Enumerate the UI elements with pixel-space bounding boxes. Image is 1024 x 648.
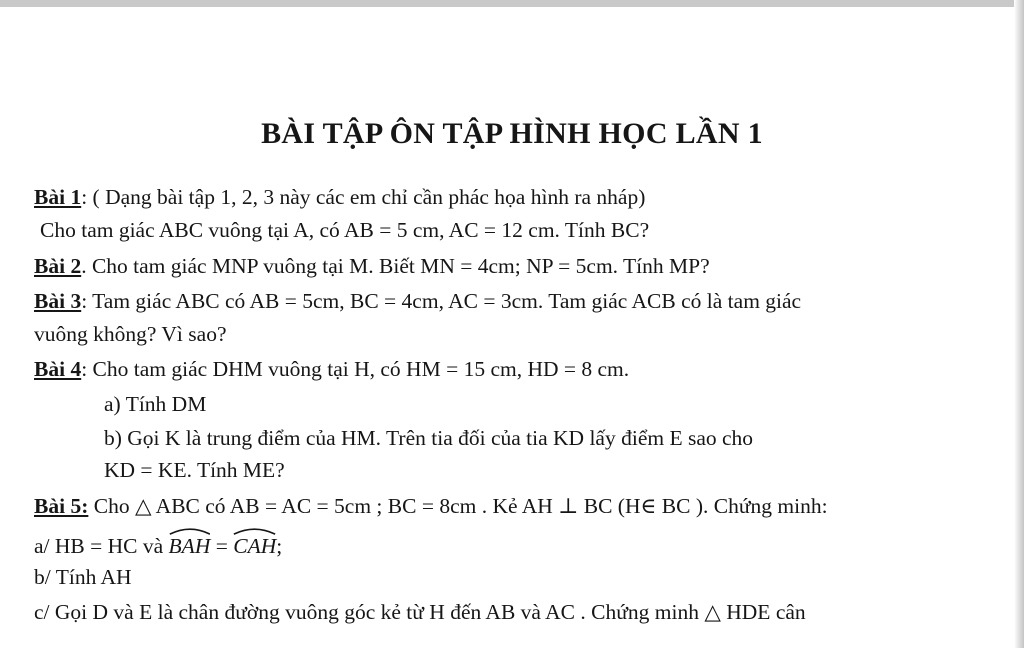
bai4-part-b: b) Gọi K là trung điểm của HM. Trên tia đối của tia KD lấy điểm E sao cho xyxy=(104,426,754,450)
angle-bah-label: BAH xyxy=(168,534,211,558)
angle-hat-icon xyxy=(233,526,276,535)
angle-eq: = xyxy=(210,534,234,558)
bai1-text: Cho tam giác ABC vuông tại A, có AB = 5 cm, AC = 12 cm. Tính BC? xyxy=(40,218,650,242)
bai4-part-b-cont: KD = KE. Tính ME? xyxy=(104,458,285,482)
right-edge-shadow xyxy=(1014,0,1024,648)
bai4-text: : Cho tam giác DHM vuông tại H, có HM = 15 cm, HD = 8 cm. xyxy=(81,357,630,381)
bai2-text: . Cho tam giác MNP vuông tại M. Biết MN = 4cm; NP = 5cm. Tính MP? xyxy=(81,254,710,278)
bai4-part-a: a) Tính DM xyxy=(104,392,207,416)
bai1-note: : ( Dạng bài tập 1, 2, 3 này các em chỉ cần phác họa hình ra nháp) xyxy=(81,185,646,209)
bai1-line xyxy=(34,183,645,211)
bai4-label: Bài 4 xyxy=(34,357,82,381)
bai2-label: Bài 2 xyxy=(34,254,82,278)
angle-bah xyxy=(169,528,211,560)
bai1-label: Bài 1 xyxy=(34,185,82,209)
angle-cah-label: CAH xyxy=(233,534,277,558)
bai5-line xyxy=(34,492,828,520)
bai2-line xyxy=(34,252,710,280)
top-edge-bar xyxy=(0,0,1024,7)
bai5-part-a xyxy=(34,528,282,560)
angle-hat-icon xyxy=(169,526,211,535)
bai5-part-a-suffix: ; xyxy=(276,534,283,558)
bai3-text-cont: vuông không? Vì sao? xyxy=(34,322,227,346)
bai3-label: Bài 3 xyxy=(34,289,82,313)
bai3-line xyxy=(34,287,801,315)
angle-cah xyxy=(233,528,276,560)
bai3-text: : Tam giác ABC có AB = 5cm, BC = 4cm, AC = 3cm. Tam giác ACB có là tam giác xyxy=(81,289,802,313)
bai5-label: Bài 5: xyxy=(34,494,89,518)
bai5-part-b: b/ Tính AH xyxy=(34,565,132,589)
bai5-text: Cho △ ABC có AB = AC = 5cm ; BC = 8cm . Kẻ AH ⊥ BC (H∈ BC ). Chứng minh: xyxy=(88,494,828,518)
bai5-part-a-prefix: a/ HB = HC và xyxy=(34,534,169,558)
bai5-part-c: c/ Gọi D và E là chân đường vuông góc kẻ từ H đến AB và AC . Chứng minh △ HDE cân xyxy=(34,600,806,624)
bai4-line xyxy=(34,355,629,383)
document-title: BÀI TẬP ÔN TẬP HÌNH HỌC LẦN 1 xyxy=(261,117,763,150)
